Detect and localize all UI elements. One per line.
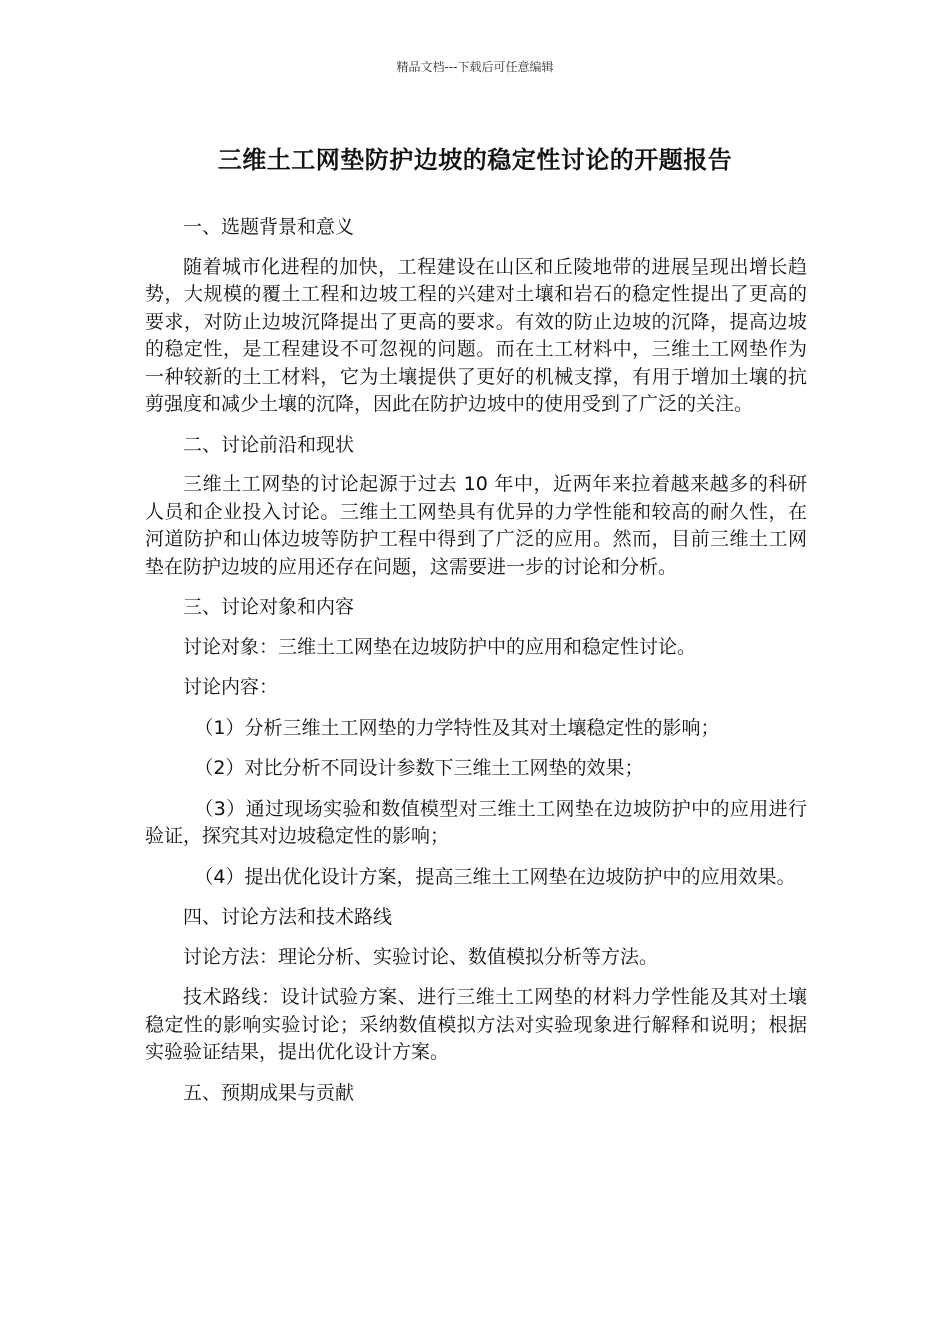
header-note: 精品文档---下载后可任意编辑: [396, 60, 554, 74]
research-object: 讨论对象：三维土工网垫在边坡防护中的应用和稳定性讨论。: [183, 635, 697, 658]
research-content-item-2: （2）对比分析不同设计参数下三维土工网垫的效果；: [194, 757, 644, 779]
section-heading-1: 一、选题背景和意义: [183, 216, 355, 238]
research-content-label: 讨论内容：: [183, 676, 279, 698]
research-content-item-1: （1）分析三维土工网垫的力学特性及其对土壤稳定性的影响；: [194, 716, 720, 739]
technical-route: 技术路线：设计试验方案、进行三维土工网垫的材料力学性能及其对土壤稳定性的影响实验讨论；采纳数值模拟方法对实验现象进行解释和说明；根据实验验证结果，提出优化设计方案。: [145, 986, 807, 1063]
section-2-paragraph: 三维土工网垫的讨论起源于过去 10 年中，近两年来拉着越来越多的科研人员和企业投入讨论。三维土工网垫具有优异的力学性能和较高的耐久性，在河道防护和山体边坡等防护工程中得到了广泛的应用。然而，目前三维土工网垫在防护边坡的应用还存在问题，这需要进一步的讨论和分析。: [145, 473, 807, 578]
section-heading-2: 二、讨论前沿和现状: [183, 433, 355, 456]
research-content-item-3: （3）通过现场实验和数值模型对三维土工网垫在边坡防护中的应用进行验证，探究其对边坡稳定性的影响；: [145, 797, 807, 847]
section-heading-3: 三、讨论对象和内容: [183, 596, 355, 618]
section-heading-5: 五、预期成果与贡献: [183, 1081, 355, 1104]
document-title: 三维土工网垫防护边坡的稳定性讨论的开题报告: [217, 146, 733, 174]
research-method: 讨论方法：理论分析、实验讨论、数值模拟分析等方法。: [183, 945, 659, 968]
section-1-paragraph: 随着城市化进程的加快，工程建设在山区和丘陵地带的进展呈现出增长趋势，大规模的覆土工程和边坡工程的兴建对土壤和岩石的稳定性提出了更高的要求，对防止边坡沉降提出了更高的要求。有效的防止边坡的沉降，提高边坡的稳定性，是工程建设不可忽视的问题。而在土工材料中，三维土工网垫作为一种较新的土工材料，它为土壤提供了更好的机械支撑，有用于增加土壤的抗剪强度和减少土壤的沉降，因此在防护边坡中的使用受到了广泛的关注。: [145, 255, 807, 415]
document-body: [145, 214, 807, 1119]
section-heading-4: 四、讨论方法和技术路线: [183, 906, 393, 928]
research-content-item-4: （4）提出优化设计方案，提高三维土工网垫在边坡防护中的应用效果。: [194, 865, 796, 888]
